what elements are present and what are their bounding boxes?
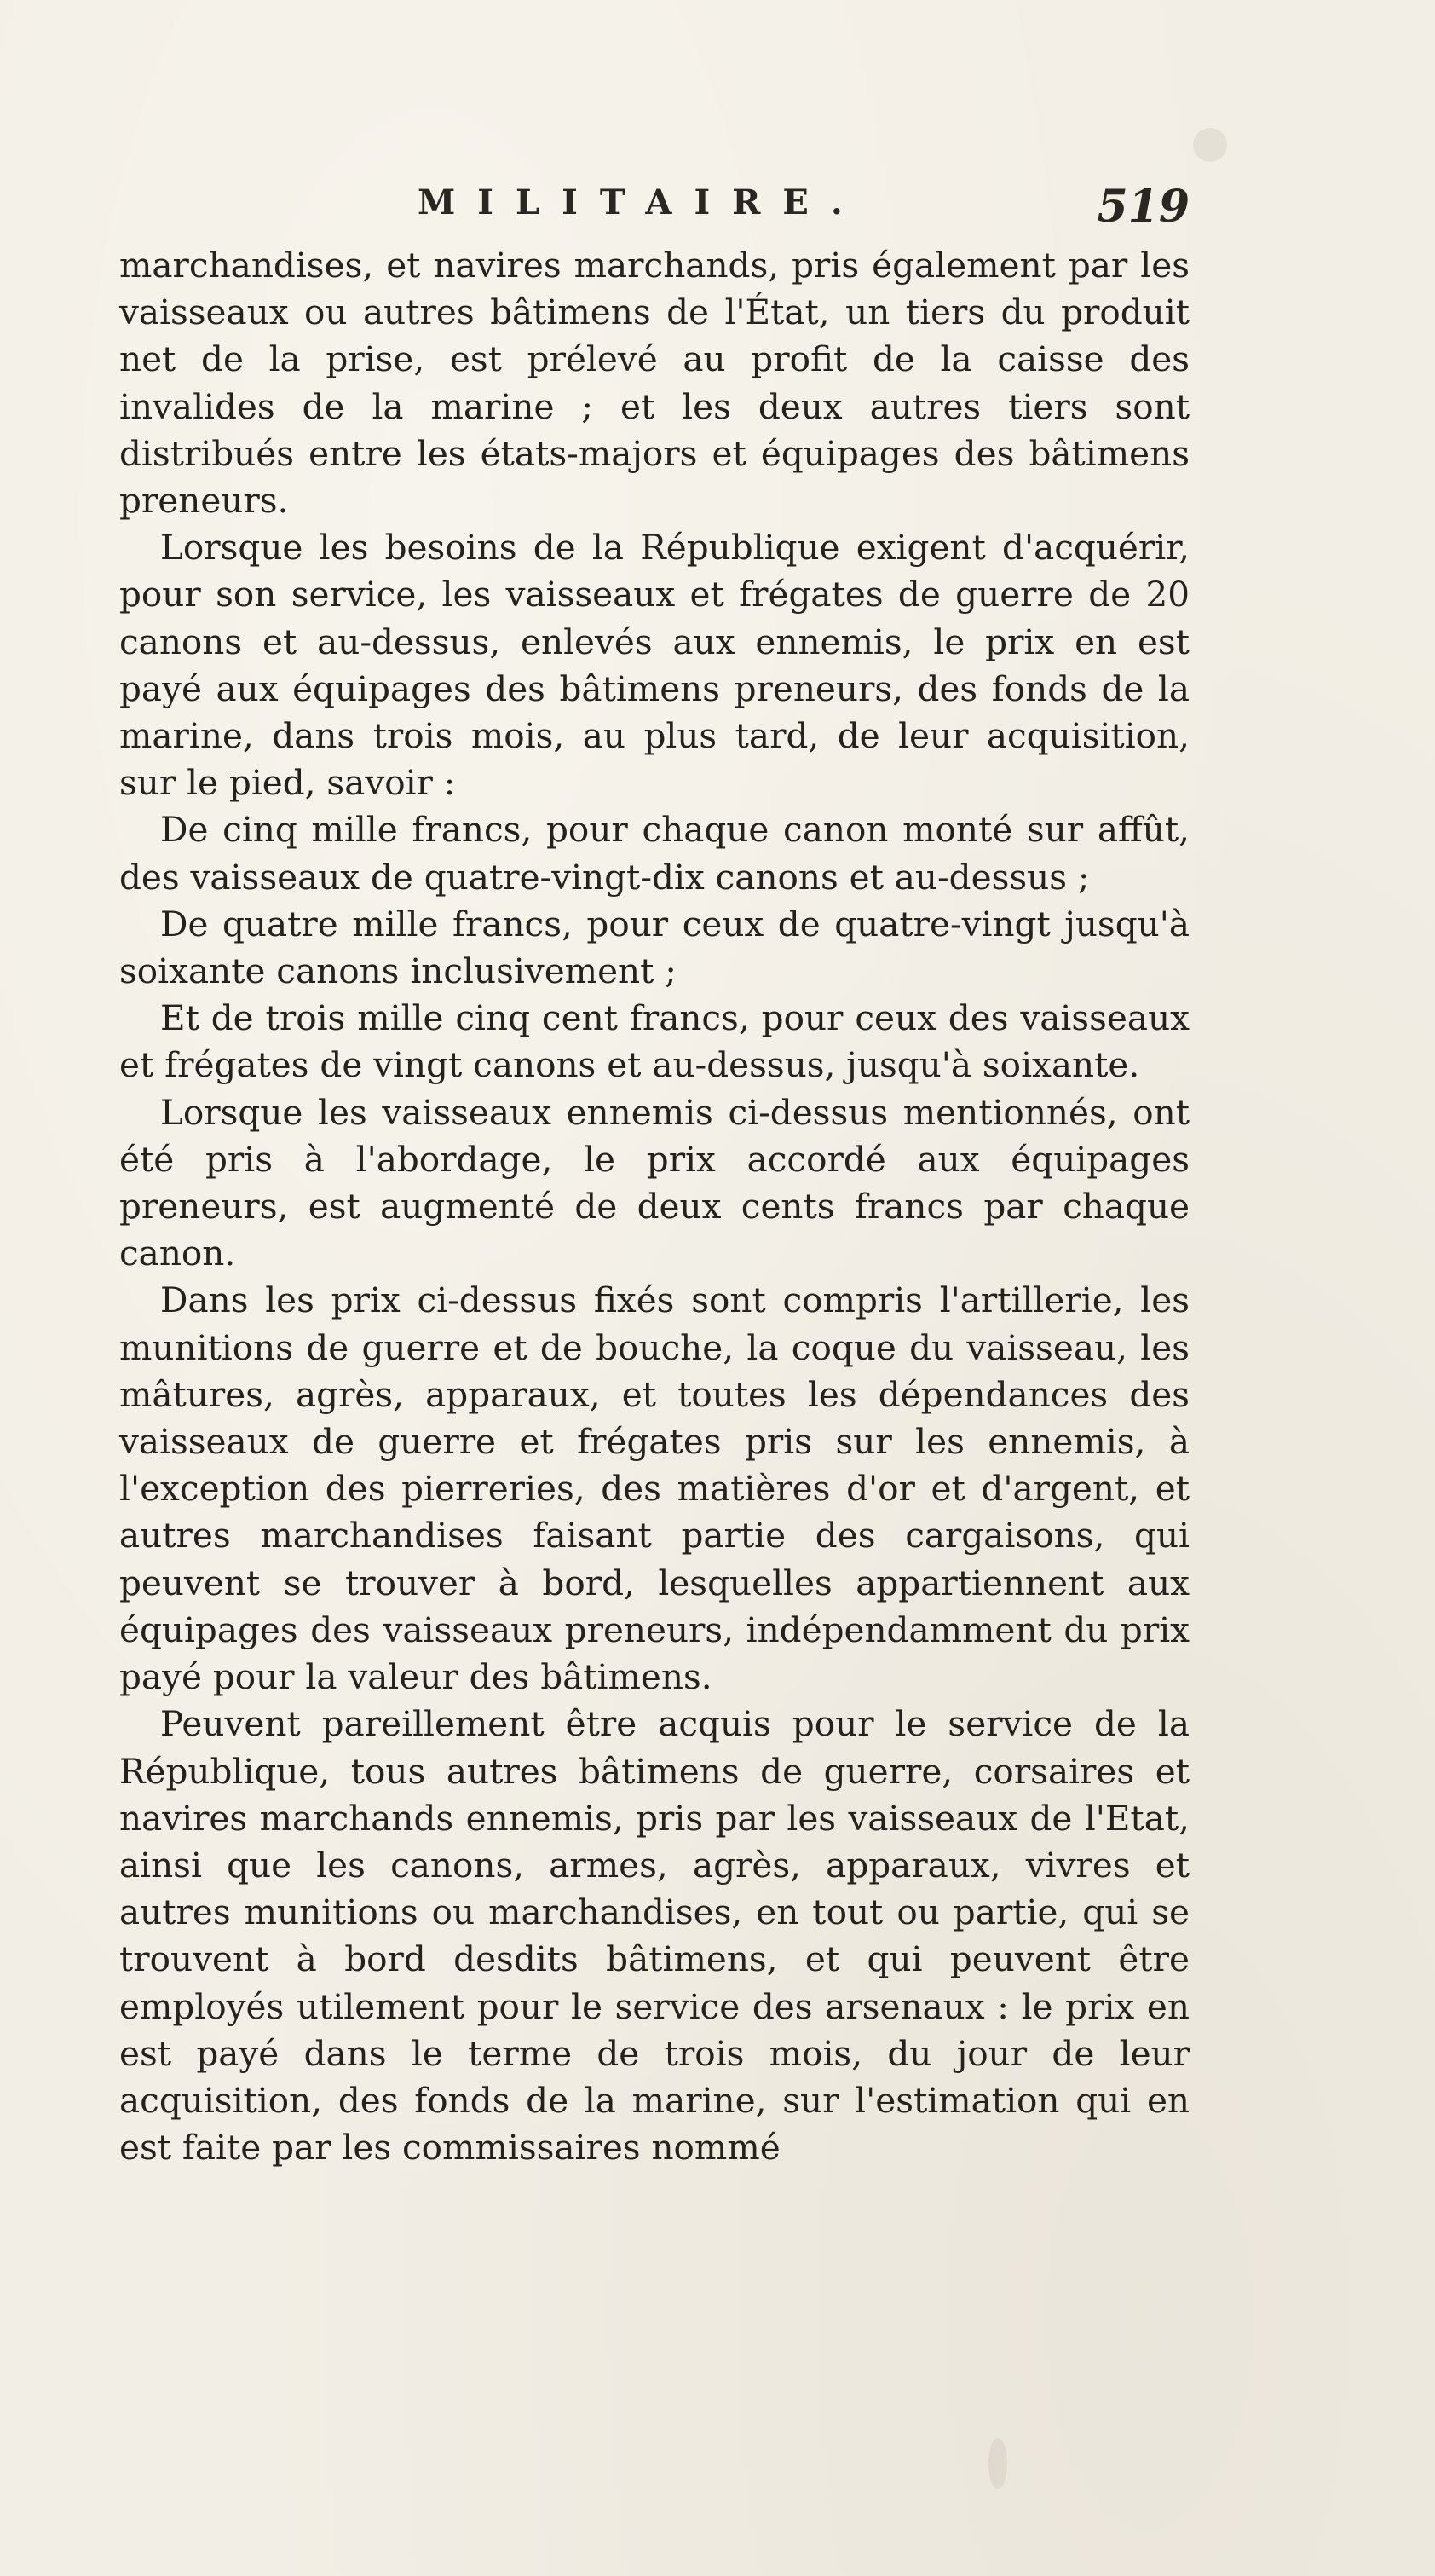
paper-stain [988, 2438, 1007, 2489]
paragraph: De quatre mille francs, pour ceux de quatre-vingt jusqu'à soixante canons inclusivement ; [119, 903, 1190, 992]
paragraph: Dans les prix ci-dessus fixés sont compris l'artillerie, les munitions de guerre et de bouche, la coque du vaisseau, les mâtures, agrès, apparaux, et toutes les dépendances des vaisseaux de guerre et frégates pris sur les ennemis, à l'exception des pierreries, des matières d'or et d'argent, et autres marchandises faisant partie des cargaisons, qui peuvent se trouver à bord, lesquelles appartiennent aux équipages des vaisseaux preneurs, indépendamment du prix payé pour la valeur des bâtimens. [119, 1279, 1190, 1698]
paragraph: Et de trois mille cinq cent francs, pour ceux des vaisseaux et frégates de vingt canons et au-dessus, jusqu'à soixante. [119, 997, 1190, 1086]
running-title: MILITAIRE. [418, 182, 865, 222]
page-number: 519 [1097, 181, 1190, 233]
paper-stain [1193, 128, 1227, 162]
paragraph: Lorsque les besoins de la République exigent d'acquérir, pour son service, les vaisseaux et frégates de guerre de 20 canons et au-dessus, enlevés aux ennemis, le prix en est payé aux équipages des bâtimens preneurs, des fonds de la marine, dans trois mois, au plus tard, de leur acquisition, sur le pied, savoir : [119, 527, 1190, 804]
paragraph: Lorsque les vaisseaux ennemis ci-dessus mentionnés, ont été pris à l'abordage, le prix accordé aux équipages preneurs, est augmenté de deux cents francs par chaque canon. [119, 1091, 1190, 1274]
paragraph: Peuvent pareillement être acquis pour le service de la République, tous autres bâtimens de guerre, corsaires et navires marchands ennemis, pris par les vaisseaux de l'Etat, ainsi que les canons, armes, agrès, apparaux, vivres et autres munitions ou marchandises, en tout ou partie, qui se trouvent à bord desdits bâtimens, et qui peuvent être employés utilement pour le service des arsenaux : le prix en est payé dans le terme de trois mois, du jour de leur acquisition, des fonds de la marine, sur l'estimation qui en est faite par les commissaires nommé [119, 1703, 1190, 2169]
page-header [119, 182, 1190, 242]
body-text [119, 242, 1190, 2171]
paragraph-continuation: marchandises, et navires marchands, pris également par les vaisseaux ou autres bâtimens de l'État, un tiers du produit net de la prise, est prélevé au profit de la caisse des invalides de la marine ; et les deux autres tiers sont distribués entre les états-majors et équipages des bâtimens preneurs. [119, 245, 1190, 522]
paragraph: De cinq mille francs, pour chaque canon monté sur affût, des vaisseaux de quatre-vingt-dix canons et au-dessus ; [119, 809, 1190, 898]
